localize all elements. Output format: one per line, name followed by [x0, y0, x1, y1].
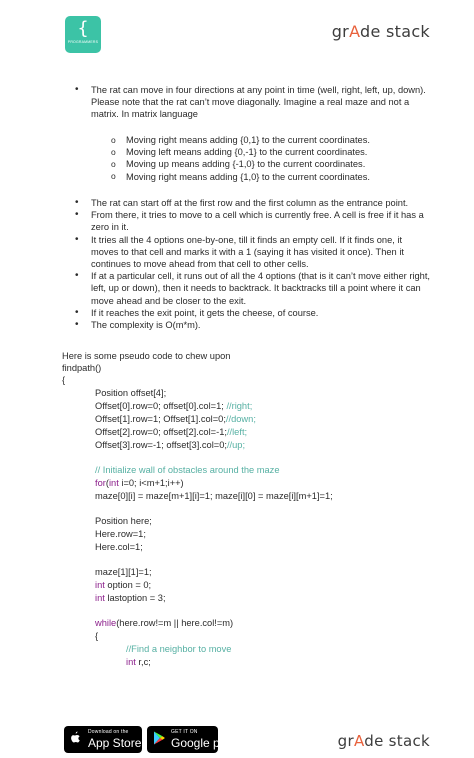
gradestack-logo-top: [332, 22, 430, 41]
play-label: Google play: [171, 736, 236, 750]
code-text: Offset[2].row=0; offset[2].col=-1;: [95, 427, 227, 437]
code-keyword: int: [108, 478, 119, 488]
open-brace: {: [62, 375, 66, 385]
sub-list: [111, 134, 431, 183]
bullet-item: • If at a particular cell, it runs out of all the 4 options (that is it can’t move either right, left, up or down), then it needs to backtrack. It backtracks till a point where it can move ahead and be closer to the exit.: [91, 270, 431, 307]
code-keyword: int: [95, 580, 105, 590]
logo-brace: {: [77, 18, 89, 39]
code-text: Offset[1].row=1; Offset[1].col=0;: [95, 414, 226, 424]
play-icon: [153, 731, 165, 748]
code-line: Position offset[4];: [95, 388, 167, 398]
programmers-logo: [65, 16, 101, 53]
code-text: i=0; i<m+1;i++): [118, 478, 184, 488]
code-line: [126, 656, 151, 668]
brand-accent: A: [349, 22, 361, 41]
code-line: {: [95, 631, 99, 641]
gradestack-logo-bottom: [338, 732, 430, 750]
sub-item: o Moving left means adding {0,-1} to the current coordinates.: [111, 146, 431, 158]
code-line: [95, 617, 233, 629]
intro-text: Here is some pseudo code to chew upon: [62, 351, 231, 361]
code-comment-line: // Initialize wall of obstacles around the maze: [95, 465, 280, 475]
code-comment-line: //Find a neighbor to move: [126, 644, 232, 654]
brand-part: gr: [337, 732, 354, 750]
code-text: option = 0;: [104, 580, 152, 590]
code-line: [95, 400, 252, 412]
code-text: Offset[3].row=-1; offset[3].col=0;: [95, 440, 227, 450]
brand-part: gr: [331, 22, 350, 41]
function-name: findpath(): [62, 363, 102, 373]
code-line: [95, 477, 184, 489]
code-line: Here.row=1;: [95, 529, 146, 539]
code-keyword: for: [95, 478, 106, 488]
code-line: [95, 579, 151, 591]
code-text: Offset[0].row=0; offset[0].col=1;: [95, 401, 227, 411]
logo-caption: PROGRAMMERS: [67, 40, 99, 44]
apple-icon: [70, 731, 81, 747]
code-text: (here.row!=m || here.col!=m): [116, 618, 234, 628]
sub-item: o Moving up means adding {-1,0} to the current coordinates.: [111, 158, 431, 170]
app-store-badge[interactable]: [64, 726, 142, 753]
code-line: [95, 592, 166, 604]
brand-part: de stack: [360, 22, 430, 41]
code-line: [95, 439, 245, 451]
bullet-item: • The rat can move in four directions at any point in time (well, right, left, up, down). Please note that the rat can’t move diagonally. Imagine a real maze and not a matrix. In matrix language: [91, 84, 431, 121]
brand-part: de stack: [364, 732, 430, 750]
code-line: [95, 426, 247, 438]
code-comment: //left;: [226, 427, 248, 437]
code-comment: //down;: [225, 414, 256, 424]
sub-item: o Moving right means adding {1,0} to the current coordinates.: [111, 171, 431, 183]
bullet-list-1: [91, 84, 431, 121]
code-line: maze[0][i] = maze[m+1][i]=1; maze[i][0] = maze[i][m+1]=1;: [95, 491, 333, 501]
bullet-item: • The rat can start off at the first row and the first column as the entrance point.: [91, 197, 431, 209]
bullet-item: • From there, it tries to move to a cell which is currently free. A cell is free if it has a zero in it.: [91, 209, 431, 233]
google-play-badge[interactable]: [147, 726, 236, 753]
code-text: lastoption = 3;: [104, 593, 166, 603]
code-line: [95, 413, 256, 425]
code-text: r,c;: [135, 657, 151, 667]
app-store-small-text: Download on the: [88, 729, 129, 735]
bullet-item: • If it reaches the exit point, it gets the cheese, of course.: [91, 307, 431, 319]
code-line: maze[1][1]=1;: [95, 567, 152, 577]
code-comment: //right;: [226, 401, 253, 411]
sub-item: o Moving right means adding {0,1} to the current coordinates.: [111, 134, 431, 146]
code-comment: //up;: [226, 440, 246, 450]
code-keyword: int: [95, 593, 105, 603]
bullet-list-2: [91, 197, 431, 331]
code-keyword: while: [95, 618, 117, 628]
code-keyword: int: [126, 657, 136, 667]
app-store-label: App Store: [88, 736, 142, 750]
code-line: Position here;: [95, 516, 152, 526]
bullet-item: • It tries all the 4 options one-by-one, till it finds an empty cell. If it finds one, it moves to that cell and marks it with a 1 (saying it has visited it once). Then it continues to move ahead from that cell to other cells.: [91, 234, 431, 271]
play-small-text: GET IT ON: [171, 729, 198, 735]
brand-accent: A: [353, 732, 365, 750]
bullet-item: • The complexity is O(m*m).: [91, 319, 431, 331]
code-text: (: [105, 478, 109, 488]
code-line: Here.col=1;: [95, 542, 143, 552]
